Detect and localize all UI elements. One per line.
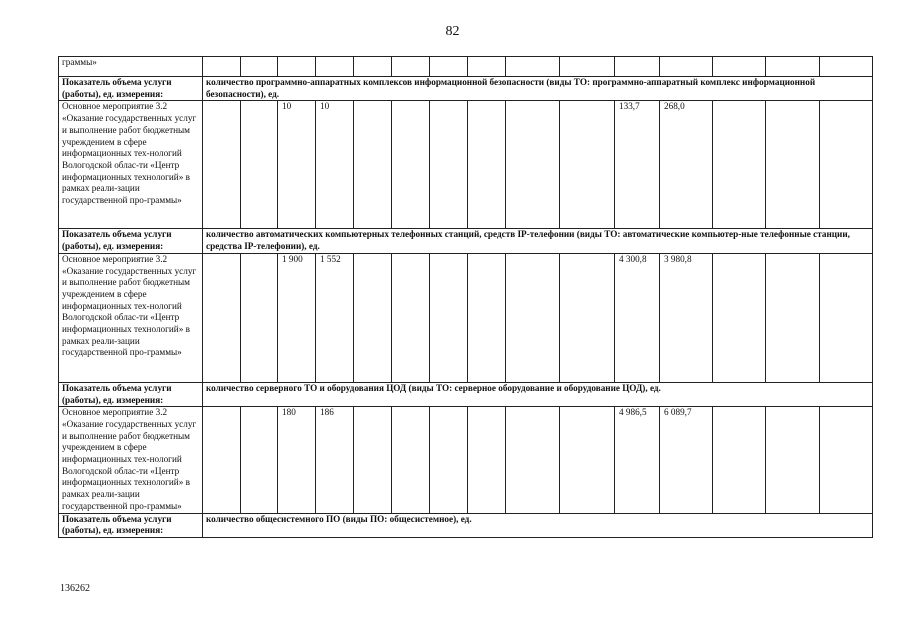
value-cell (560, 407, 615, 513)
value-cell (241, 101, 278, 229)
indicator-text: количество общесистемного ПО (виды ПО: общесистемное), ед. (203, 513, 873, 537)
value-cell (820, 407, 873, 513)
value-cell (506, 407, 560, 513)
value-cell: 3 980,8 (660, 253, 713, 382)
value-cell (713, 407, 766, 513)
value-cell: 1 900 (278, 253, 316, 382)
activity-cell: Основное мероприятие 3.2 «Оказание государственных услуг и выполнение работ бюджетным учреждением в сфере информационных тех-нологий Вологодской облас-ти «Центр информационных технологий» в рамках реали-зации государственной про-граммы» (59, 253, 203, 382)
indicator-label: Показатель объема услуги (работы), ед. измерения: (59, 513, 203, 537)
activity-row (59, 101, 873, 229)
indicator-label: Показатель объема услуги (работы), ед. измерения: (59, 77, 203, 101)
value-cell: 10 (316, 101, 354, 229)
activity-row (59, 407, 873, 513)
activity-row (59, 253, 873, 382)
value-cell (354, 101, 392, 229)
value-cell (766, 407, 820, 513)
indicator-label: Показатель объема услуги (работы), ед. измерения: (59, 229, 203, 253)
indicators-table (58, 56, 873, 538)
value-cell: 6 089,7 (660, 407, 713, 513)
value-cell: 4 300,8 (615, 253, 660, 382)
indicator-header-row (59, 77, 873, 101)
continuation-row (59, 57, 873, 77)
value-cell (766, 101, 820, 229)
value-cell (468, 101, 506, 229)
value-cell: 133,7 (615, 101, 660, 229)
indicator-text: количество серверного ТО и оборудования ЦОД (виды ТО: серверное оборудование и оборудование ЦОД), ед. (203, 382, 873, 406)
value-cell (713, 253, 766, 382)
value-cell (820, 253, 873, 382)
value-cell (392, 101, 430, 229)
indicator-header-row (59, 382, 873, 406)
value-cell: 180 (278, 407, 316, 513)
value-cell (820, 101, 873, 229)
value-cell (354, 253, 392, 382)
value-cell (203, 101, 241, 229)
indicator-text: количество программно-аппаратных комплексов информационной безопасности (виды ТО: программно-аппаратный комплекс информационной безопасности), ед. (203, 77, 873, 101)
value-cell (766, 253, 820, 382)
value-cell (468, 253, 506, 382)
value-cell (560, 253, 615, 382)
value-cell (203, 253, 241, 382)
value-cell (560, 101, 615, 229)
value-cell (430, 101, 468, 229)
continuation-cell: граммы» (59, 57, 203, 77)
value-cell (506, 101, 560, 229)
value-cell (241, 253, 278, 382)
indicator-header-row (59, 513, 873, 537)
value-cell (392, 253, 430, 382)
activity-cell: Основное мероприятие 3.2 «Оказание государственных услуг и выполнение работ бюджетным учреждением в сфере информационных тех-нологий Вологодской облас-ти «Центр информационных технологий» в рамках реали-зации государственной про-граммы» (59, 101, 203, 229)
value-cell (430, 407, 468, 513)
indicator-text: количество автоматических компьютерных телефонных станций, средств IP-телефонии (виды ТО: автоматические компьютер-ные телефонные станции, средства IP-телефонии), ед. (203, 229, 873, 253)
page-number: 82 (445, 24, 460, 39)
value-cell: 4 986,5 (615, 407, 660, 513)
indicator-header-row (59, 229, 873, 253)
value-cell (354, 407, 392, 513)
value-cell: 1 552 (316, 253, 354, 382)
value-cell: 186 (316, 407, 354, 513)
value-cell: 10 (278, 101, 316, 229)
value-cell (203, 407, 241, 513)
document-code: 136262 (60, 583, 90, 594)
indicator-label: Показатель объема услуги (работы), ед. измерения: (59, 382, 203, 406)
value-cell (713, 101, 766, 229)
value-cell (241, 407, 278, 513)
activity-cell: Основное мероприятие 3.2 «Оказание государственных услуг и выполнение работ бюджетным учреждением в сфере информационных тех-нологий Вологодской облас-ти «Центр информационных технологий» в рамках реали-зации государственной про-граммы» (59, 407, 203, 513)
value-cell (430, 253, 468, 382)
value-cell (506, 253, 560, 382)
value-cell (392, 407, 430, 513)
value-cell (468, 407, 506, 513)
value-cell: 268,0 (660, 101, 713, 229)
